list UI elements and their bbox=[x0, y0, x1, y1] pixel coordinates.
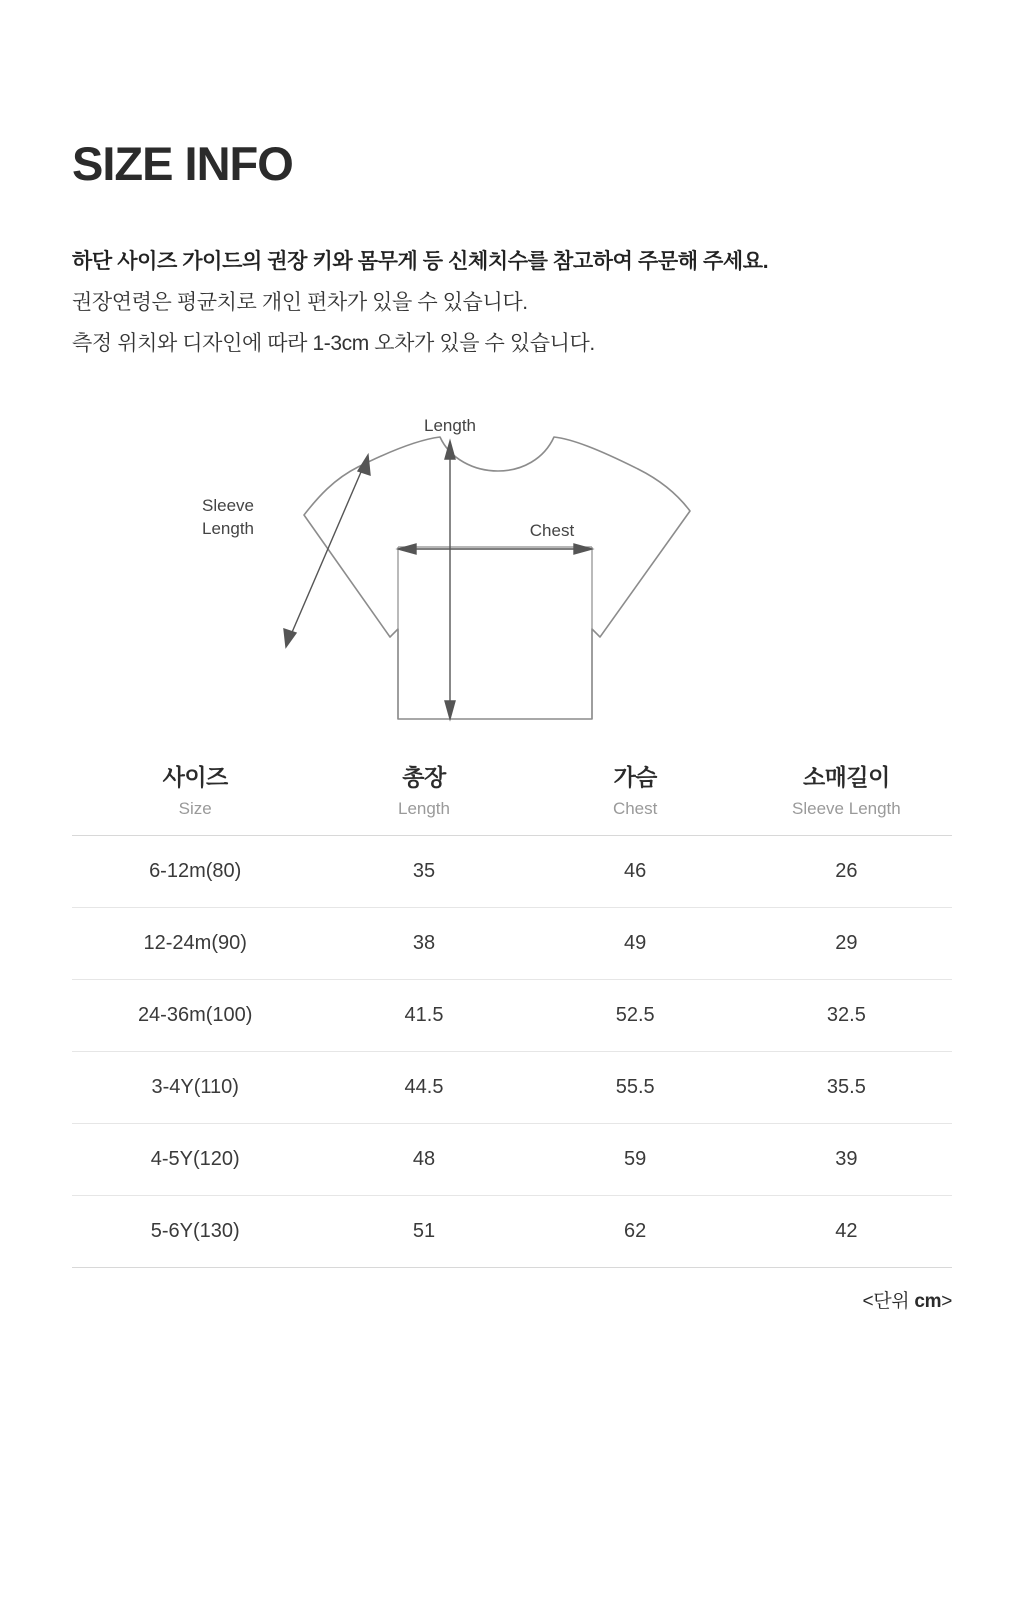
table-row bbox=[72, 1124, 952, 1196]
column-header-sleeve-ko: 소매길이 bbox=[802, 763, 890, 790]
cell-size: 6-12m(80) bbox=[72, 836, 318, 908]
column-header-size bbox=[72, 757, 318, 836]
cell-size: 12-24m(90) bbox=[72, 908, 318, 980]
column-header-chest bbox=[530, 757, 741, 836]
cell-sleeve: 42 bbox=[741, 1196, 952, 1268]
cell-sleeve: 26 bbox=[741, 836, 952, 908]
cell-chest: 62 bbox=[530, 1196, 741, 1268]
unit-note-suffix: > bbox=[941, 1291, 952, 1313]
description-block bbox=[72, 242, 952, 365]
cell-length: 48 bbox=[318, 1124, 529, 1196]
cell-length: 51 bbox=[318, 1196, 529, 1268]
cell-chest: 46 bbox=[530, 836, 741, 908]
cell-size: 3-4Y(110) bbox=[72, 1052, 318, 1124]
description-line-2: 권장연령은 평균치로 개인 편차가 있을 수 있습니다. bbox=[72, 290, 528, 314]
cell-chest: 59 bbox=[530, 1124, 741, 1196]
chest-label: Chest bbox=[529, 520, 575, 540]
cell-size: 24-36m(100) bbox=[72, 980, 318, 1052]
column-header-chest-ko: 가슴 bbox=[613, 763, 657, 790]
cell-size: 5-6Y(130) bbox=[72, 1196, 318, 1268]
table-row bbox=[72, 1196, 952, 1268]
cell-sleeve: 32.5 bbox=[741, 980, 952, 1052]
sleeve-length-measure-arrow bbox=[284, 455, 370, 647]
cell-length: 41.5 bbox=[318, 980, 529, 1052]
description-line-1: 하단 사이즈 가이드의 권장 키와 몸무게 등 신체치수를 참고하여 주문해 주세요. bbox=[72, 249, 769, 273]
column-header-size-en: Size bbox=[178, 799, 212, 819]
cell-sleeve: 39 bbox=[741, 1124, 952, 1196]
table-row bbox=[72, 836, 952, 908]
cell-chest: 52.5 bbox=[530, 980, 741, 1052]
size-table bbox=[72, 757, 952, 1269]
sleeve-length-label-line2: Length bbox=[202, 518, 254, 538]
column-header-sleeve-en: Sleeve Length bbox=[792, 799, 901, 819]
column-header-length-ko: 총장 bbox=[402, 763, 446, 790]
unit-note-unit: cm bbox=[914, 1291, 942, 1313]
cell-length: 38 bbox=[318, 908, 529, 980]
description-line-3: 측정 위치와 디자인에 따라 1-3cm 오차가 있을 수 있습니다. bbox=[72, 331, 595, 355]
unit-note-prefix: <단위 bbox=[862, 1291, 915, 1313]
garment-measurement-diagram bbox=[72, 419, 952, 749]
cell-size: 4-5Y(120) bbox=[72, 1124, 318, 1196]
cell-sleeve: 35.5 bbox=[741, 1052, 952, 1124]
cell-sleeve: 29 bbox=[741, 908, 952, 980]
unit-note bbox=[72, 1286, 952, 1313]
cell-length: 35 bbox=[318, 836, 529, 908]
table-row bbox=[72, 1052, 952, 1124]
page-title: SIZE INFO bbox=[72, 137, 293, 190]
column-header-size-ko: 사이즈 bbox=[162, 763, 228, 790]
garment-diagram-svg bbox=[162, 419, 862, 749]
cell-chest: 55.5 bbox=[530, 1052, 741, 1124]
column-header-chest-en: Chest bbox=[612, 799, 658, 819]
sleeve-length-label-line1: Sleeve bbox=[202, 495, 254, 515]
garment-body-box bbox=[398, 547, 592, 719]
garment-outline bbox=[304, 437, 690, 719]
cell-length: 44.5 bbox=[318, 1052, 529, 1124]
column-header-sleeve bbox=[741, 757, 952, 836]
column-header-length bbox=[318, 757, 529, 836]
table-row bbox=[72, 980, 952, 1052]
chest-measure-arrow bbox=[398, 544, 592, 554]
table-row bbox=[72, 908, 952, 980]
table-header-row bbox=[72, 757, 952, 836]
cell-chest: 49 bbox=[530, 908, 741, 980]
length-label: Length bbox=[424, 418, 476, 435]
length-measure-arrow bbox=[445, 441, 455, 719]
column-header-length-en: Length bbox=[397, 799, 450, 819]
